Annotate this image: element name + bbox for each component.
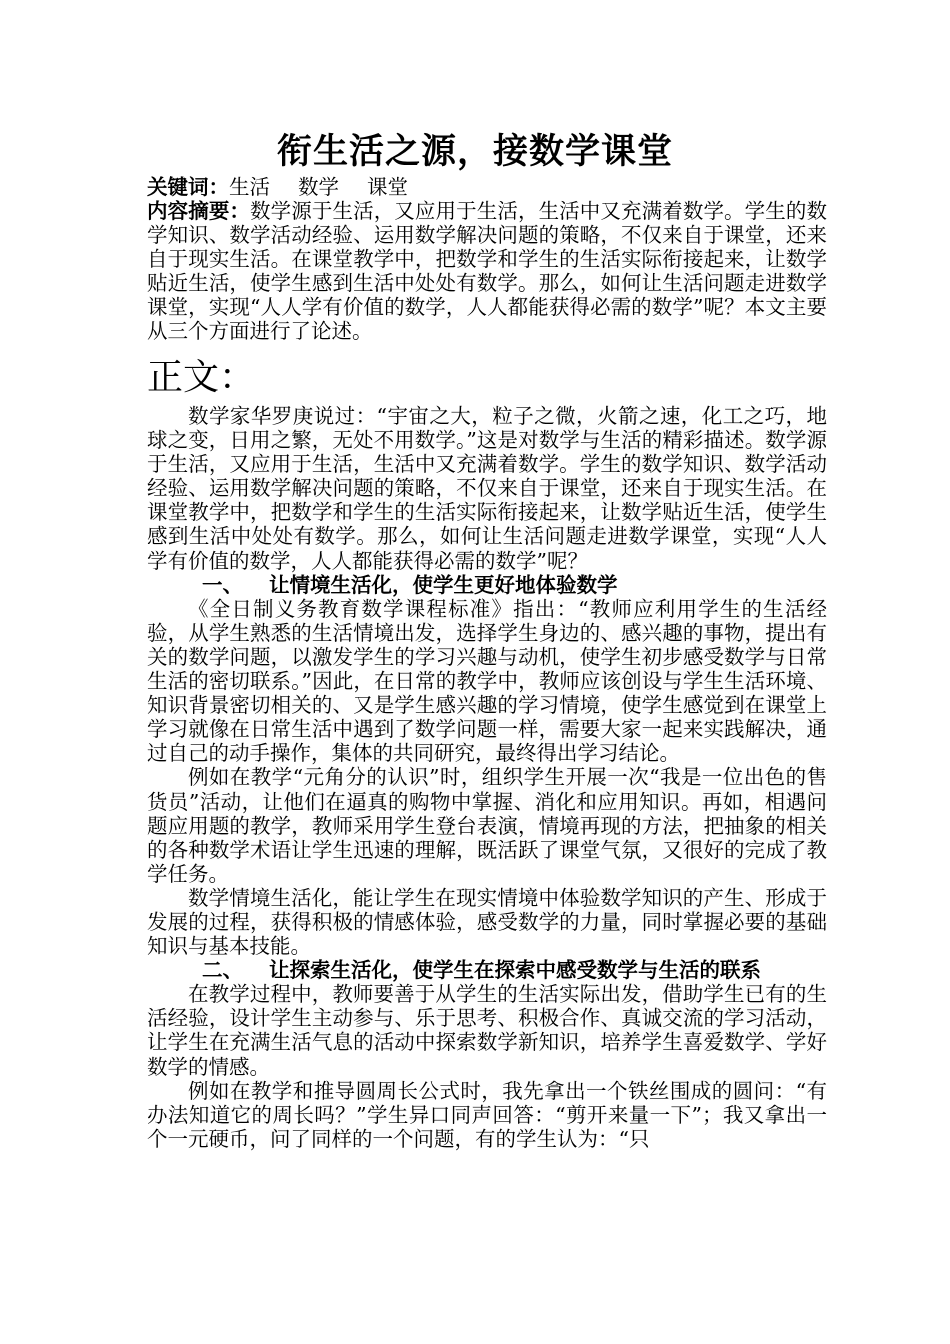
section-title: 让情境生活化，使学生更好地体验数学 — [269, 572, 618, 597]
paragraph: 数学情境生活化，能让学生在现实情境中体验数学知识的产生、形成于发展的过程，获得积极的情感体验，感受数学的力量，同时掌握必要的基础知识与基本技能。 — [147, 885, 827, 959]
paragraph: 《全日制义务教育数学课程标准》指出：“教师应利用学生的生活经验，从学生熟悉的生活情境出发，选择学生身边的、感兴趣的事物，提出有关的数学问题，以激发学生的学习兴趣与动机，使学生初步感受数学与日常生活的密切联系。”因此，在日常的教学中，教师应该创设与学生生活环境、知识背景密切相关的、又是学生感兴趣的学习情境，使学生感觉到在课堂上学习就像在日常生活中遇到了数学问题一样，需要大家一起来实践解决，通过自己的动手操作，集体的共同研究，最终得出学习结论。 — [147, 596, 827, 766]
section-title: 让探索生活化，使学生在探索中感受数学与生活的联系 — [269, 958, 761, 983]
keyword: 数学 — [298, 175, 339, 199]
keywords-line — [147, 175, 827, 199]
paragraph: 例如在教学和推导圆周长公式时，我先拿出一个铁丝围成的圆问：“有办法知道它的周长吗？”学生异口同声回答：“剪开来量一下”；我又拿出一个一元硬币，问了同样的一个问题，有的学生认为：“只 — [147, 1078, 827, 1151]
abstract-text: 数学源于生活，又应用于生活，生活中又充满着数学。学生的数学知识、数学活动经验、运用数学解决问题的策略，不仅来自于课堂，还来自于现实生活。在课堂教学中，把数学和学生的生活实际衔接起来，让数学贴近生活，使学生感到生活中处处有数学。那么，如何让生活问题走进数学课堂，实现“人人学有价值的数学，人人都能获得必需的数学”呢？本文主要从三个方面进行了论述。 — [147, 199, 827, 343]
document-body — [147, 355, 827, 1151]
document-title: 衔生活之源，接数学课堂 — [276, 131, 673, 172]
section-number: 一、 — [202, 572, 243, 597]
body-heading: 正文： — [147, 357, 256, 398]
document-meta — [147, 175, 827, 343]
section-heading — [147, 573, 827, 597]
section-heading — [147, 958, 827, 982]
abstract-label: 内容摘要： — [147, 199, 251, 223]
section-number: 二、 — [202, 958, 243, 983]
paragraph: 在教学过程中，教师要善于从学生的生活实际出发，借助学生已有的生活经验，设计学生主动参与、乐于思考、积极合作、真诚交流的学习活动，让学生在充满生活气息的活动中探索数学新知识，培养学生喜爱数学、学好数学的情感。 — [147, 982, 827, 1079]
keyword: 课堂 — [367, 175, 408, 199]
keyword: 生活 — [229, 175, 270, 199]
paragraph: 数学家华罗庚说过：“宇宙之大，粒子之微，火箭之速，化工之巧，地球之变，日用之繁，无处不用数学。”这是对数学与生活的精彩描述。数学源于生活，又应用于生活，生活中又充满着数学。学生的数学知识、数学活动经验、运用数学解决问题的策略，不仅来自于课堂，还来自于现实生活。在课堂教学中，把数学和学生的生活实际衔接起来，让数学贴近生活，使学生感到生活中处处有数学。那么，如何让生活问题走进数学课堂，实现“人人学有价值的数学，人人都能获得必需的数学”呢？ — [147, 404, 827, 573]
paragraph: 例如在教学“元角分的认识”时，组织学生开展一次“我是一位出色的售货员”活动，让他们在逼真的购物中掌握、消化和应用知识。再如，相遇问题应用题的教学，教师采用学生登台表演，情境再现的方法，把抽象的相关的各种数学术语让学生迅速的理解，既活跃了课堂气氛，又很好的完成了教学任务。 — [147, 765, 827, 886]
abstract — [147, 199, 827, 343]
keywords-label: 关键词： — [147, 175, 229, 199]
